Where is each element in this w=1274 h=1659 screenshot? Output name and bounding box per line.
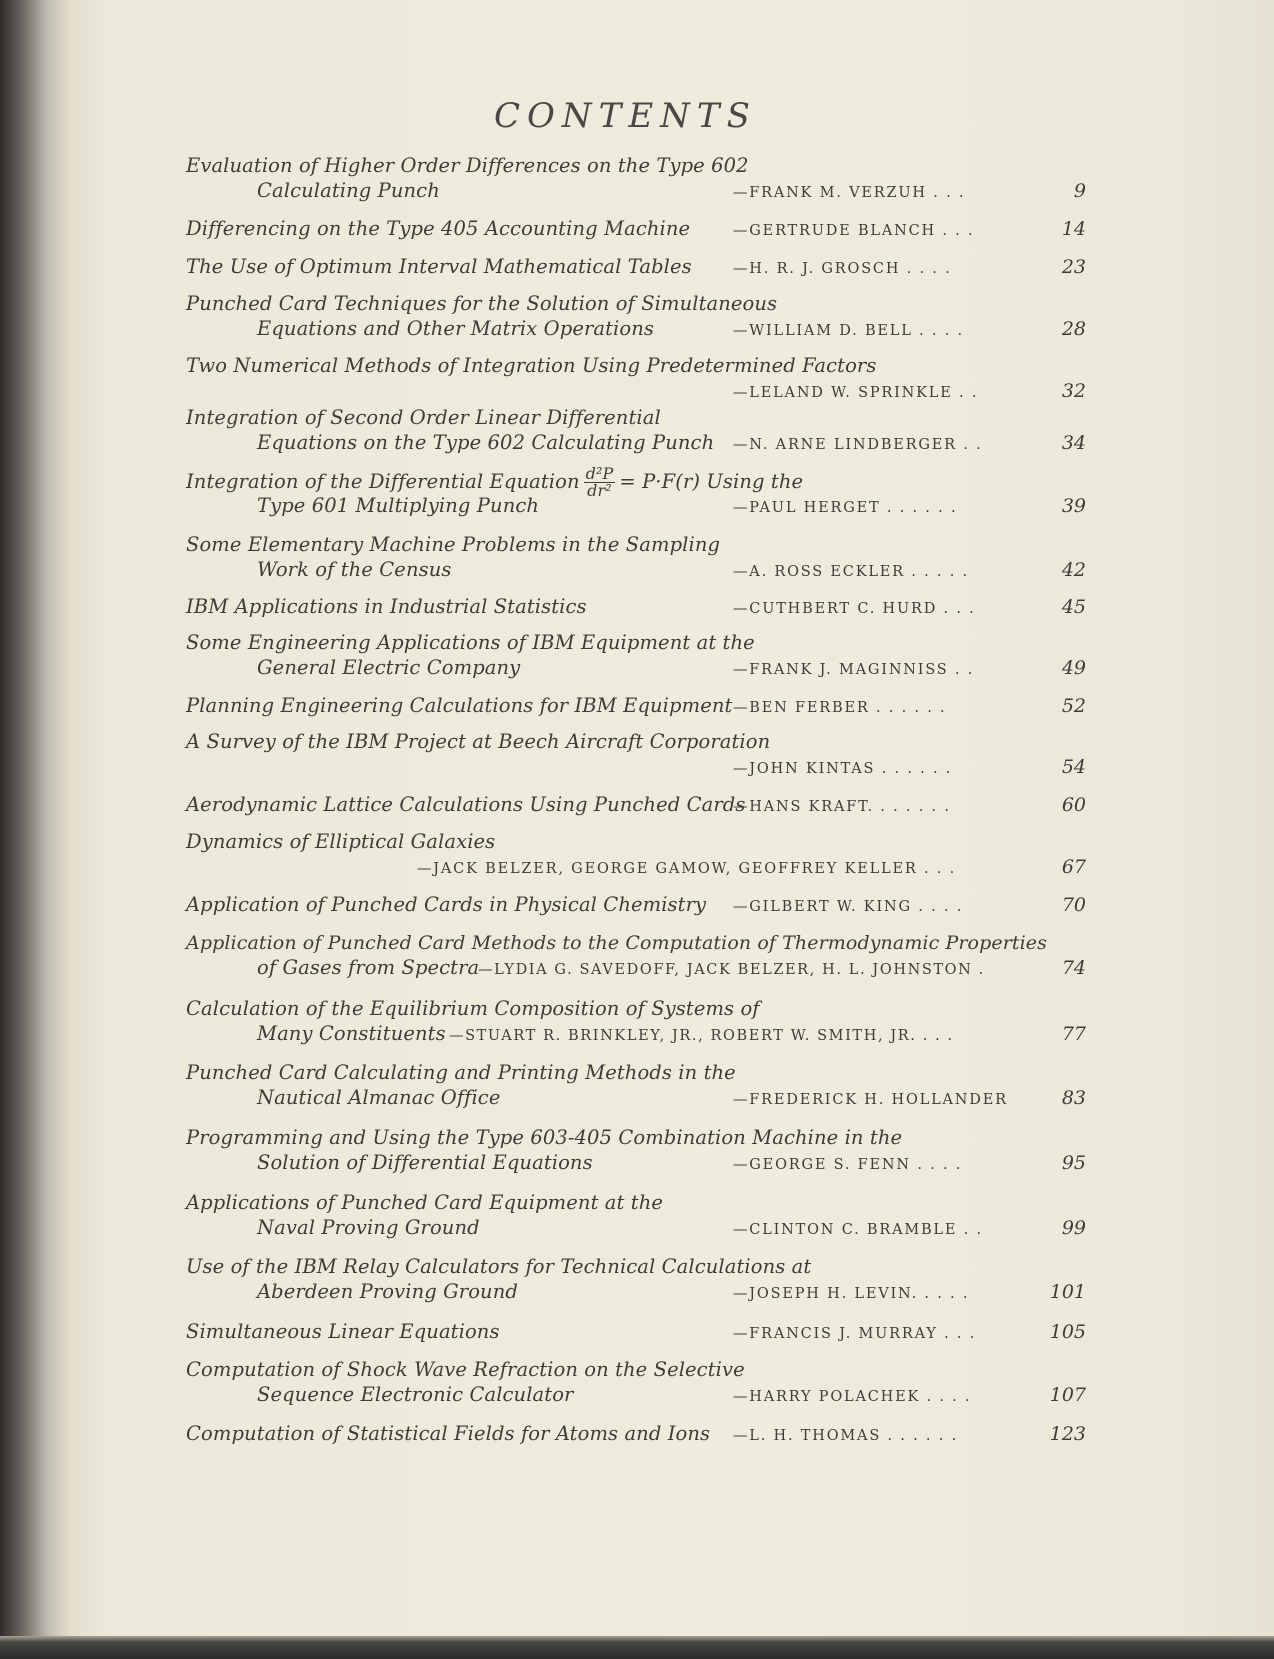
entry-author: —FRANK J. MAGINNISS . .	[733, 662, 975, 678]
entry-title-line: Sequence Electronic Calculator	[257, 1383, 574, 1406]
entry-title-line: Naval Proving Ground	[257, 1216, 480, 1239]
entry-page-number: 14	[1061, 218, 1086, 240]
entry-title-line: General Electric Company	[257, 656, 521, 679]
entry-title-line: Work of the Census	[257, 558, 452, 581]
entry-author: —CUTHBERT C. HURD . . .	[733, 601, 976, 617]
entry-author: —L. H. THOMAS . . . . . .	[733, 1428, 958, 1444]
entry-author: —CLINTON C. BRAMBLE . .	[733, 1222, 983, 1238]
entry-title-line: Use of the IBM Relay Calculators for Technical Calculations at	[186, 1255, 812, 1278]
page-title: CONTENTS	[494, 96, 757, 136]
entry-title-line: Evaluation of Higher Order Differences on the Type 602	[186, 154, 749, 177]
equation-denominator: dr²	[587, 481, 612, 500]
entry-title-line: Aerodynamic Lattice Calculations Using Punched Cards	[186, 793, 746, 816]
entry-title-line: Some Engineering Applications of IBM Equipment at the	[186, 631, 755, 654]
entry-title-line: Application of Punched Card Methods to the Computation of Thermodynamic Properties	[186, 932, 1047, 954]
entry-title-line: Some Elementary Machine Problems in the Sampling	[186, 533, 721, 556]
entry-page-number: 95	[1061, 1152, 1086, 1174]
entry-title-line: Application of Punched Cards in Physical Chemistry	[186, 893, 707, 916]
entry-page-number: 42	[1061, 559, 1086, 581]
page-bottom-edge	[0, 1636, 1274, 1659]
entry-page-number: 101	[1049, 1281, 1086, 1303]
entry-page-number: 77	[1061, 1023, 1086, 1045]
entry-author: —HANS KRAFT. . . . . . .	[733, 799, 951, 815]
entry-author: —H. R. J. GROSCH . . . .	[733, 261, 952, 277]
entry-title-line: Equations on the Type 602 Calculating Punch	[257, 431, 715, 454]
entry-page-number: 39	[1061, 495, 1086, 517]
entry-page-number: 123	[1049, 1423, 1086, 1445]
entry-author: —GEORGE S. FENN . . . .	[733, 1157, 963, 1173]
entry-title-line: Dynamics of Elliptical Galaxies	[186, 830, 496, 853]
equation-fraction	[584, 466, 616, 499]
entry-author: —PAUL HERGET . . . . . .	[733, 500, 958, 516]
entry-page-number: 99	[1061, 1217, 1086, 1239]
entry-author: —FRANCIS J. MURRAY . . .	[733, 1326, 977, 1342]
entry-page-number: 54	[1061, 756, 1086, 778]
entry-title-line: Computation of Statistical Fields for Atoms and Ions	[186, 1422, 711, 1445]
entry-title-line: Solution of Differential Equations	[257, 1151, 593, 1174]
entry-author: —N. ARNE LINDBERGER . .	[733, 437, 983, 453]
entry-title-line: Equations and Other Matrix Operations	[257, 317, 655, 340]
entry-author: —LYDIA G. SAVEDOFF, JACK BELZER, H. L. JOHNSTON .	[478, 962, 985, 978]
entry-author: —BEN FERBER . . . . . .	[733, 700, 947, 716]
entry-author: —FRANK M. VERZUH . . .	[733, 185, 966, 201]
show-through-shadow	[1180, 0, 1274, 1638]
entry-title-line: Calculation of the Equilibrium Composition of Systems of	[186, 997, 760, 1020]
entry-author: —A. ROSS ECKLER . . . . .	[733, 564, 969, 580]
entry-title-line: Simultaneous Linear Equations	[186, 1320, 500, 1343]
entry-author: —STUART R. BRINKLEY, JR., ROBERT W. SMITH, JR. . . .	[449, 1028, 954, 1044]
entry-title-line: Integration of Second Order Linear Differential	[186, 406, 661, 429]
entry-title-line: Type 601 Multiplying Punch	[257, 494, 540, 517]
entry-page-number: 9	[1073, 180, 1086, 202]
entry-author: —WILLIAM D. BELL . . . .	[733, 323, 964, 339]
entry-title-line: Nautical Almanac Office	[257, 1086, 501, 1109]
entry-title-line: Punched Card Techniques for the Solution of Simultaneous	[186, 292, 778, 315]
entry-title-line: Computation of Shock Wave Refraction on the Selective	[186, 1358, 745, 1381]
entry-author: —JOHN KINTAS . . . . . .	[733, 761, 953, 777]
entry-title-line: Applications of Punched Card Equipment at the	[186, 1191, 664, 1214]
entry-page-number: 28	[1061, 318, 1086, 340]
entry-author: —GILBERT W. KING . . . .	[733, 899, 964, 915]
equation-numerator: d²P	[585, 464, 614, 483]
entry-page-number: 49	[1061, 657, 1086, 679]
entry-author: —JOSEPH H. LEVIN. . . . .	[733, 1286, 970, 1302]
entry-author: —GERTRUDE BLANCH . . .	[733, 223, 975, 239]
entry-page-number: 67	[1061, 856, 1086, 878]
entry-title-line: Punched Card Calculating and Printing Methods in the	[186, 1061, 736, 1084]
entry-title-line: Two Numerical Methods of Integration Using Predetermined Factors	[186, 354, 877, 377]
entry-title-line: of Gases from Spectra	[257, 956, 480, 979]
entry-title-line: IBM Applications in Industrial Statistics	[186, 595, 587, 618]
entry-author: —JACK BELZER, GEORGE GAMOW, GEOFFREY KELLER . . .	[417, 861, 957, 877]
entry-page-number: 83	[1061, 1087, 1086, 1109]
entry-title-line: The Use of Optimum Interval Mathematical Tables	[186, 255, 692, 278]
entry-title-line: Many Constituents	[257, 1022, 446, 1045]
entry-page-number: 70	[1061, 894, 1086, 916]
entry-page-number: 32	[1061, 380, 1086, 402]
entry-page-number: 105	[1049, 1321, 1086, 1343]
entry-title-line: Differencing on the Type 405 Accounting Machine	[186, 217, 691, 240]
entry-page-number: 52	[1061, 695, 1086, 717]
entry-page-number: 74	[1061, 957, 1086, 979]
entry-author: —LELAND W. SPRINKLE . .	[733, 385, 979, 401]
entry-title-line: Programming and Using the Type 603-405 Combination Machine in the	[186, 1126, 903, 1149]
entry-title-line: Calculating Punch	[257, 179, 440, 202]
entry-page-number: 34	[1061, 432, 1086, 454]
entry-page-number: 23	[1061, 256, 1086, 278]
entry-author: —HARRY POLACHEK . . . .	[733, 1389, 972, 1405]
entry-page-number: 45	[1061, 596, 1086, 618]
equation-rhs: = P·F(r) Using the	[619, 470, 804, 493]
entry-title-line: Aberdeen Proving Ground	[257, 1280, 518, 1303]
entry-title-line: A Survey of the IBM Project at Beech Aircraft Corporation	[186, 730, 771, 753]
equation-lead-text: Integration of the Differential Equation	[186, 470, 580, 493]
entry-page-number: 107	[1049, 1384, 1086, 1406]
entry-title-line: Planning Engineering Calculations for IBM Equipment	[186, 694, 733, 717]
entry-author: —FREDERICK H. HOLLANDER	[733, 1092, 1008, 1108]
entry-page-number: 60	[1061, 794, 1086, 816]
